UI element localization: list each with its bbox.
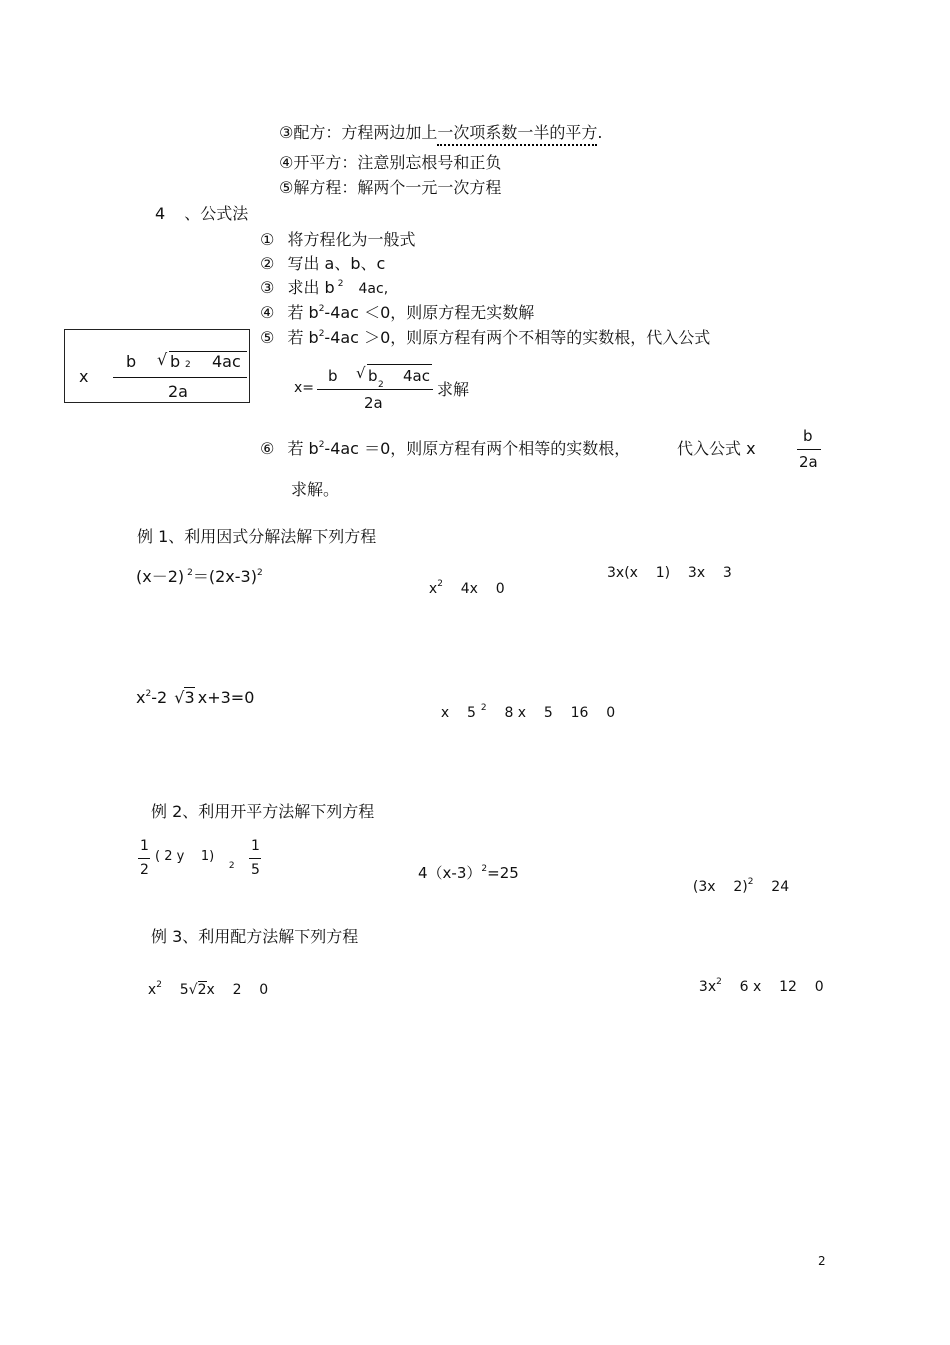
item-5-formula-bar (317, 389, 433, 390)
box-num-b2: b (170, 352, 181, 371)
ex2-eq1-bar2 (249, 858, 261, 859)
item-4-num: ④ (260, 303, 275, 322)
item-6-num: ⑥ (260, 439, 275, 458)
example-2-eq-3 (684, 863, 789, 895)
item-2-num: ② (260, 254, 275, 273)
example-2-title: 例 2、利用开平方法解下列方程 (151, 802, 375, 821)
ex3-eq2-a: 3x (698, 979, 717, 995)
ex1-eq2-sup: 2 (437, 579, 443, 589)
example-1-eq-1 (136, 564, 263, 587)
ex3-eq1-sup: 2 (156, 980, 162, 990)
example-1-eq-2 (420, 565, 505, 597)
box-num-b: b (126, 352, 137, 371)
item-6-frac-num: b (803, 427, 813, 445)
item-5-formula-radical: √ (356, 364, 366, 382)
box-den: 2a (168, 382, 188, 401)
ex3-eq1-b: 5 (179, 982, 189, 998)
item-2-text: 写出 a、b、c (287, 254, 386, 273)
item-5-sup: 2 (318, 329, 325, 339)
box-num-sup: 2 (185, 360, 191, 370)
section-4-text: 、公式法 (184, 204, 249, 223)
ex2-eq3-a: (3x 2) (692, 879, 748, 895)
item-6-tail: 代入公式 x (677, 439, 756, 458)
ex3-eq2-sup: 2 (716, 977, 722, 987)
item-3-num: ③ (260, 278, 275, 297)
ex3-eq1-a: x (147, 982, 157, 998)
item-6-frac-den: 2a (799, 453, 818, 471)
item-1-text: 将方程化为一般式 (287, 230, 416, 249)
formula-item-1 (260, 227, 415, 250)
item-6-pre: 若 b (287, 439, 319, 458)
formula-item-4 (260, 300, 534, 323)
item-6-sup: 2 (318, 440, 325, 450)
ex1-eq4-sup: 2 (145, 689, 152, 699)
section-4-title (155, 201, 248, 224)
box-x: x (79, 367, 89, 386)
box-fraction-bar (113, 377, 247, 378)
formula-item-5 (260, 325, 710, 348)
ex1-eq4-rad: 3 (184, 688, 195, 707)
formula-item-6 (260, 436, 630, 459)
example-3-eq-1 (139, 966, 268, 998)
item-3-post: 4ac, (358, 281, 389, 297)
ex2-eq1-num2: 1 (251, 838, 260, 854)
step-3-emphasis: 一次项系数一半的平方 (437, 123, 597, 146)
item-5-formula-num-4ac: 4ac (403, 367, 430, 385)
ex1-eq5-sup: 2 (480, 703, 487, 713)
ex1-eq4-c: x+3=0 (197, 688, 255, 707)
item-4-post: -4ac ＜0，则原方程无实数解 (324, 303, 535, 322)
ex3-eq1-radical: √ (188, 982, 198, 998)
example-1-eq-5 (432, 689, 615, 721)
item-5-num: ⑤ (260, 328, 275, 347)
example-1-eq-4 (136, 688, 254, 707)
formula-item-2 (260, 251, 385, 274)
step-5-jiefangcheng: ⑤解方程：解两个一元一次方程 (279, 178, 502, 197)
ex1-eq4-b: -2 (151, 688, 168, 707)
ex2-eq2-sup: 2 (481, 864, 488, 874)
item-5-pre: 若 b (287, 328, 319, 347)
ex1-eq5-a: x 5 (440, 705, 476, 721)
ex1-eq1-b: ＝(2x-3) (192, 567, 257, 586)
box-num-4ac: 4ac (212, 352, 241, 371)
ex1-eq4-radical: √ (174, 688, 185, 707)
item-6-end: 求解。 (291, 480, 340, 499)
item-5-formula-num-sup: 2 (378, 380, 384, 390)
ex1-eq2-a: x (428, 581, 438, 597)
item-5-formula-num-b: b (328, 367, 338, 385)
item-5-formula-radical-bar (367, 364, 432, 365)
item-4-sup: 2 (318, 304, 325, 314)
item-5-formula-after: 求解 (437, 380, 470, 399)
item-5-formula-den: 2a (364, 394, 383, 412)
item-1-num: ① (260, 230, 275, 249)
ex1-eq1-sup: 2 (187, 568, 193, 578)
item-3-pre: 求出 b (287, 278, 335, 297)
ex2-eq1-den: 2 (140, 862, 149, 878)
ex3-eq2-b: 6 x 12 0 (739, 979, 824, 995)
item-3-sup: 2 (337, 279, 344, 289)
page-number: 2 (818, 1254, 826, 1268)
step-3-prefix: ③配方：方程两边加上 (279, 123, 438, 142)
example-2-eq-2 (418, 862, 519, 883)
ex2-eq1-bar (138, 858, 150, 859)
ex1-eq5-b: 8 x 5 16 0 (504, 705, 616, 721)
ex2-eq1-den2: 5 (251, 862, 260, 878)
ex3-eq1-rad: 2 (197, 982, 207, 998)
example-3-eq-2 (690, 963, 824, 995)
ex2-eq2-b: =25 (487, 864, 519, 882)
ex3-eq1-c: x 2 0 (206, 982, 269, 998)
item-5-post: -4ac ＞0，则原方程有两个不相等的实数根，代入公式 (324, 328, 711, 347)
item-6-post: -4ac ＝0，则原方程有两个相等的实数根， (324, 439, 631, 458)
example-1-eq-3: 3x(x 1) 3x 3 (607, 565, 732, 581)
step-4-kaipingfang: ④开平方：注意别忘根号和正负 (279, 153, 502, 172)
example-1-title: 例 1、利用因式分解法解下列方程 (137, 527, 377, 546)
item-5-formula-lhs: x= (294, 380, 315, 396)
ex2-eq1-mid: ( 2 y 1) (155, 849, 215, 864)
item-4-pre: 若 b (287, 303, 319, 322)
step-3-suffix: . (597, 123, 603, 142)
ex1-eq2-b: 4x 0 (460, 581, 505, 597)
ex1-eq1-a: (x－2) (136, 567, 185, 586)
ex1-eq1-sup2: 2 (256, 568, 263, 578)
ex1-eq4-a: x (136, 688, 146, 707)
item-5-formula-num-b2: b (368, 367, 378, 385)
formula-item-3 (260, 275, 388, 298)
item-6-frac-bar (797, 449, 821, 450)
ex2-eq3-b: 24 (771, 879, 790, 895)
ex2-eq2-a: 4（x-3） (418, 864, 482, 882)
section-4-number: 4 (155, 204, 166, 223)
ex2-eq1-sup: 2 (228, 861, 235, 871)
ex2-eq1-num: 1 (140, 838, 149, 854)
example-3-title: 例 3、利用配方法解下列方程 (151, 927, 359, 946)
box-radical-sign: √ (157, 350, 168, 369)
quadratic-formula-box (64, 329, 250, 403)
ex2-eq3-sup: 2 (747, 877, 754, 887)
step-3-peifang (279, 120, 602, 143)
